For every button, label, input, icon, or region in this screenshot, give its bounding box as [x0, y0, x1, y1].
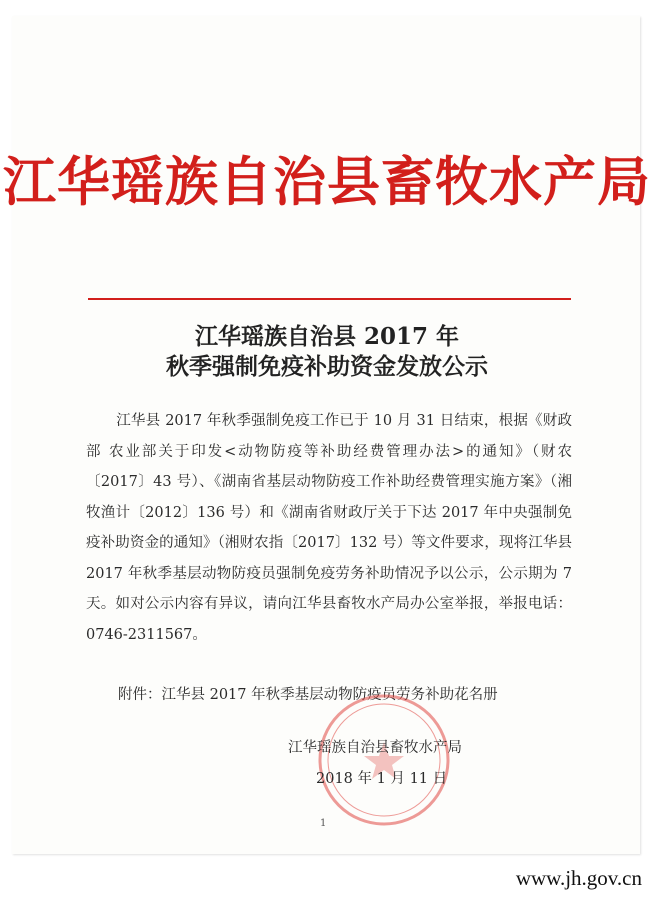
document-title-line2: 秋季强制免疫补助资金发放公示 [166, 353, 488, 380]
website-watermark: www.jh.gov.cn [515, 866, 642, 890]
official-seal-icon [314, 690, 454, 830]
document-date: 2018 年 1 月 11 日 [316, 771, 448, 787]
body-paragraph-text: 江华县 2017 年秋季强制免疫工作已于 10 月 31 日结束，根据《财政部 农业部关于印发<动物防疫等补助经费管理办法>的通知》（财农〔2017〕43 号）、《湖南省基层动物防疫工作补助经费管理实施方案》（湘牧渔计〔2012〕136 号）和《湖南省财政厅关于下达 2017 年中央强制免疫补助资金的通知》（湘财农指〔2017〕132 号）等文件要求，现将江华县 2017 年秋季基层动物防疫员强制免疫劳务补助情况予以公示，公示期为 7 天。如对公示内容有异议，请向江华县畜牧水产局办公室举报，举报电话：0746-2311567。 [86, 413, 572, 643]
body-paragraph [86, 406, 572, 650]
attachment-line: 附件：江华县 2017 年秋季基层动物防疫员劳务补助花名册 [118, 687, 498, 703]
document-title-line1: 江华瑶族自治县 2017 年 [194, 323, 460, 350]
signer-name: 江华瑶族自治县畜牧水产局 [288, 740, 462, 756]
red-divider [88, 298, 571, 300]
page-number: 1 [320, 818, 327, 829]
agency-header: 江华瑶族自治县畜牧水产局 [3, 151, 651, 213]
